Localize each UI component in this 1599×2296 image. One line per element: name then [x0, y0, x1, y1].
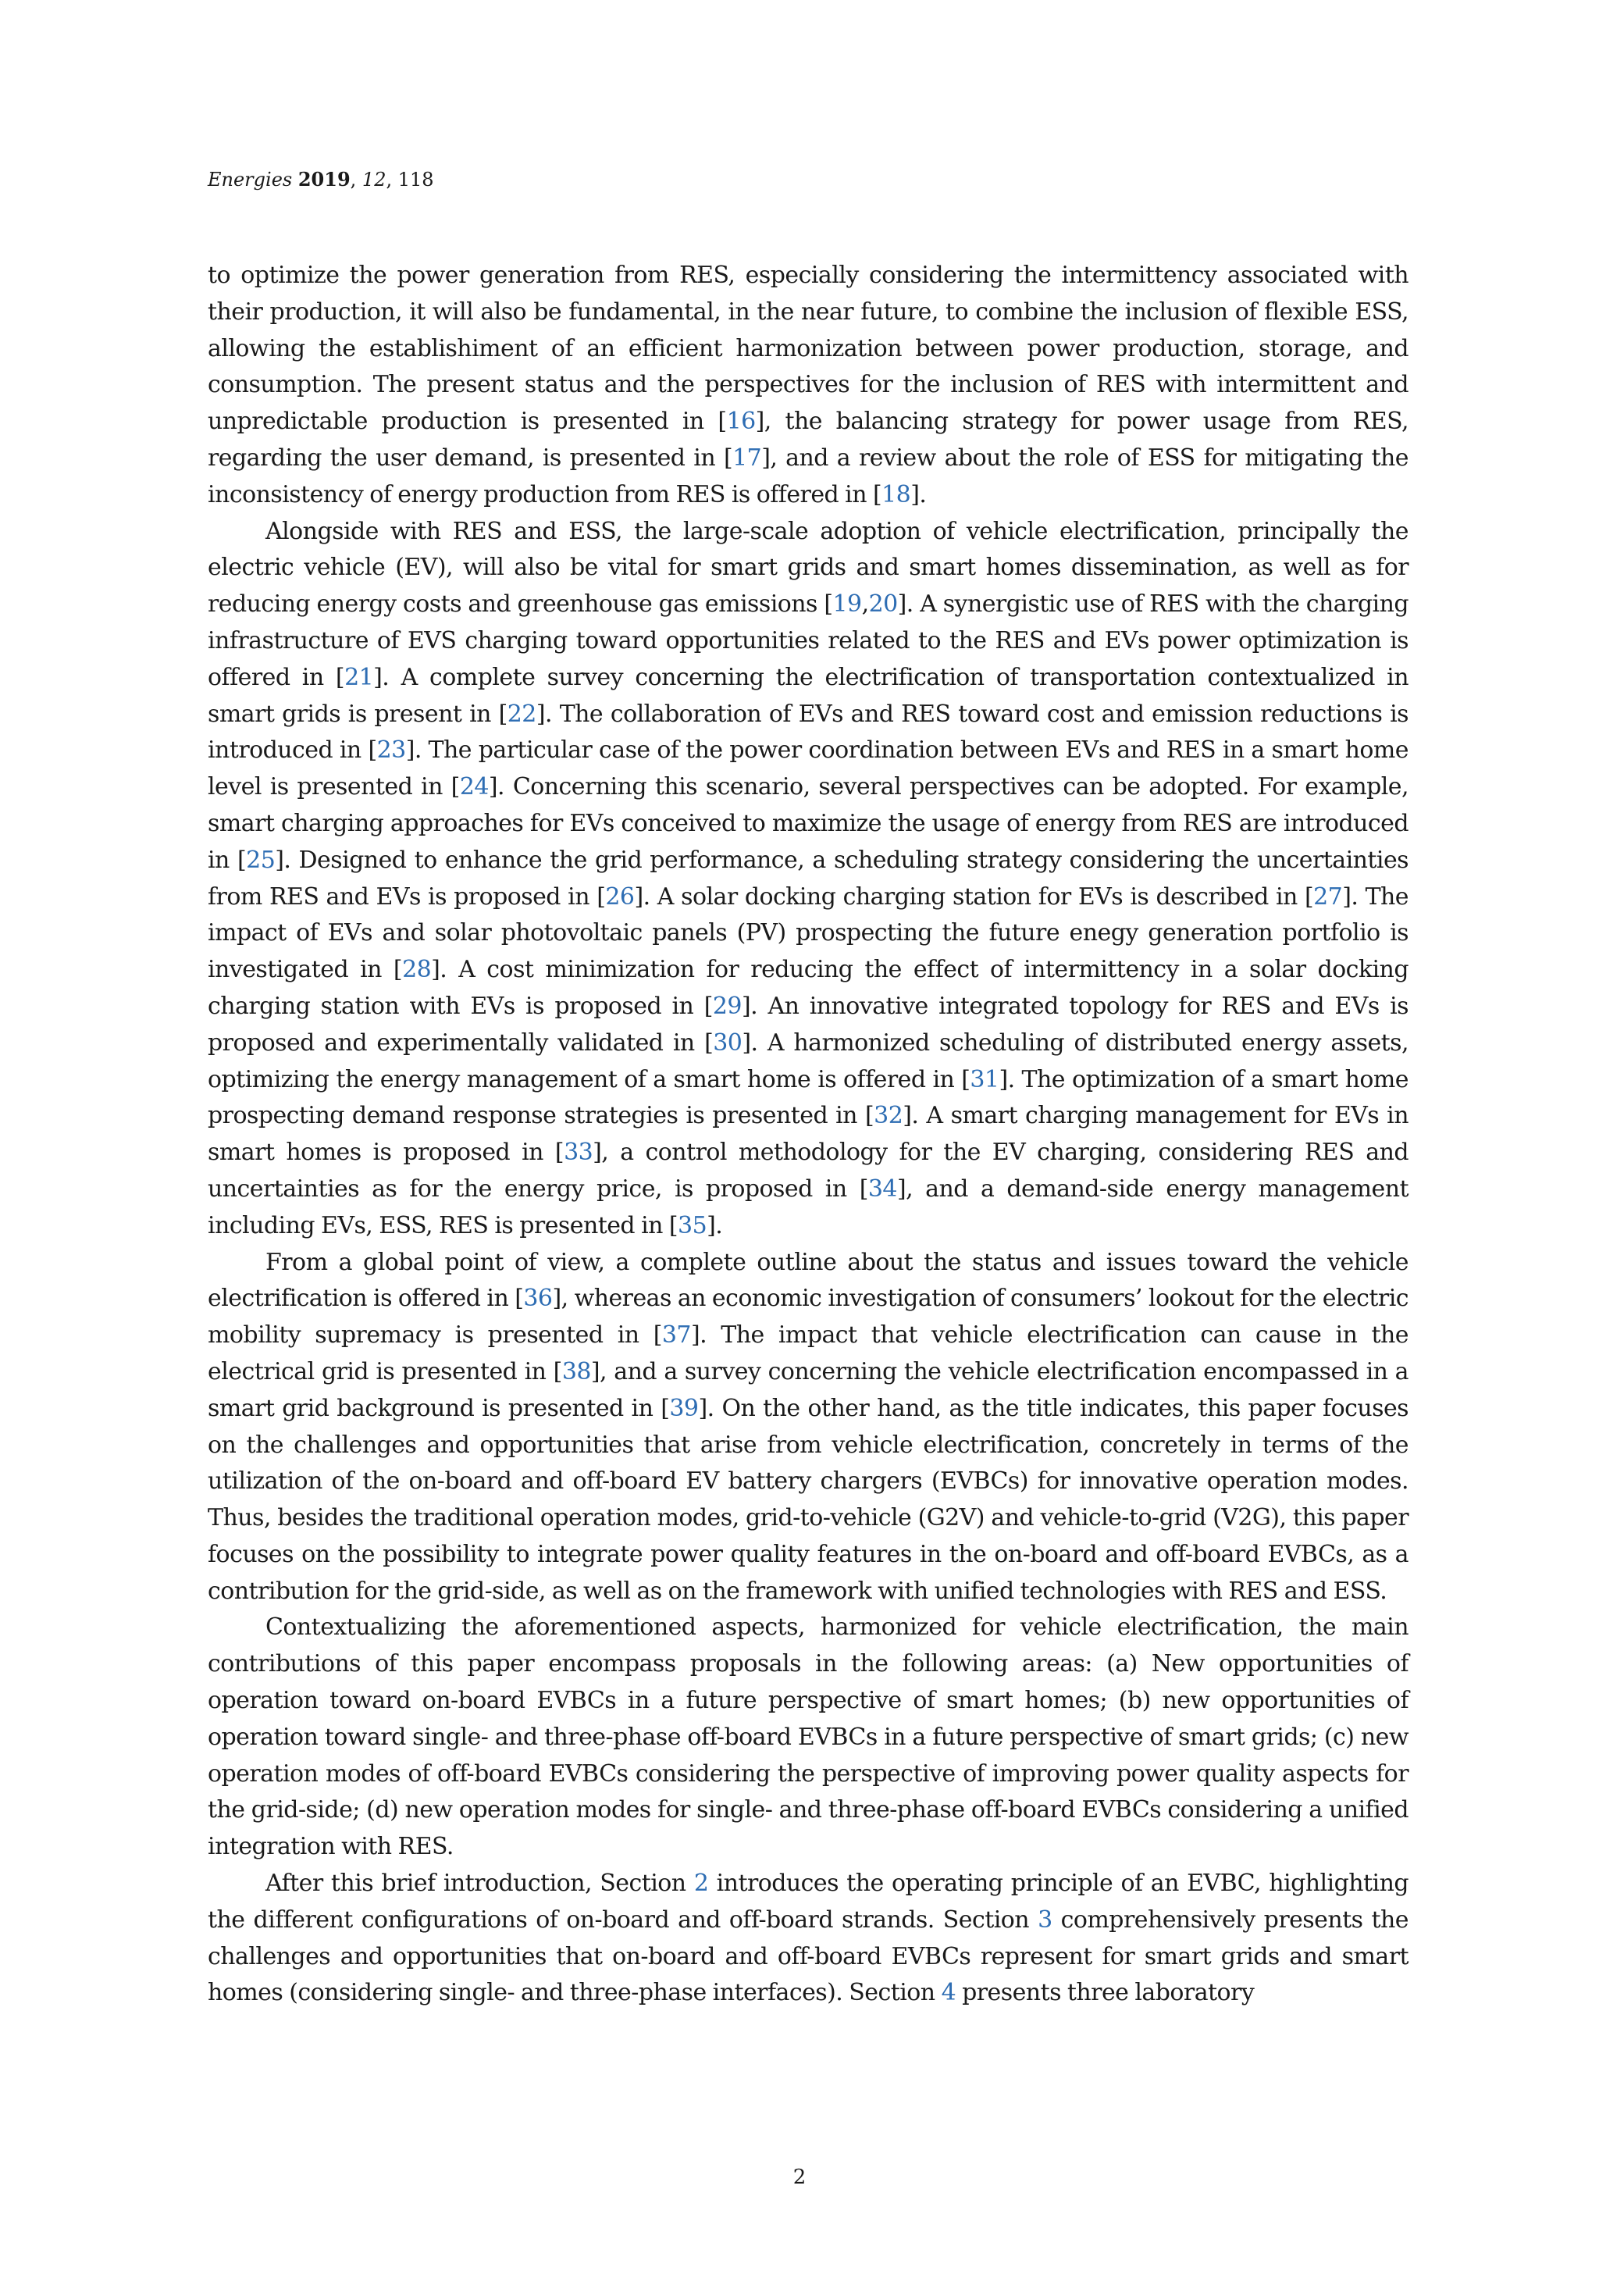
citation-link[interactable]: 20	[868, 590, 898, 619]
citation-link[interactable]: 35	[678, 1211, 707, 1239]
article-number: 118	[397, 169, 434, 191]
citation-link[interactable]: 34	[867, 1175, 897, 1203]
citation-link[interactable]: 25	[246, 846, 276, 874]
citation-link[interactable]: 30	[713, 1029, 743, 1057]
citation-link[interactable]: 23	[376, 736, 406, 765]
journal-volume: 12	[361, 169, 386, 191]
body-text	[208, 258, 1408, 2012]
text-segment: ]. The collaboration of EVs and RES toward cost and emission reductions is introduced in [	[208, 700, 1408, 765]
text-segment: ]. On the other hand, as the title indicates, this paper focuses on the challenges and opportunities that arise from vehicle electrification, concretely in terms of the utilization of the on-board and off-board EV battery chargers (EVBCs) for innovative operation modes. Thus, besides the traditional operation modes, grid-to-vehicle (G2V) and vehicle-to-grid (V2G), this paper focuses on the possibility to integrate power quality features in the on-board and off-board EVBCs, as a contribution for the grid-side, as well as on the framework with unified technologies with RES and ESS.	[208, 1394, 1408, 1605]
text-segment: ].	[910, 480, 927, 508]
citation-link[interactable]: 16	[726, 408, 756, 436]
text-segment: ]. A cost minimization for reducing the effect of intermittency in a solar docking charging station with EVs is proposed in [	[208, 956, 1408, 1020]
citation-link[interactable]: 31	[970, 1065, 999, 1093]
text-segment: From a global point of view, a complete outline about the status and issues toward the vehicle electrification is offered in [	[208, 1248, 1408, 1313]
citation-link[interactable]: 33	[564, 1139, 593, 1167]
citation-link[interactable]: 27	[1313, 882, 1343, 911]
citation-link[interactable]: 17	[732, 444, 762, 472]
running-header: Energies 2019, 12, 118	[208, 168, 434, 191]
text-segment: ], the balancing strategy for power usage from RES, regarding the user demand, is presented in [	[208, 408, 1408, 472]
citation-link[interactable]: 22	[507, 700, 536, 728]
journal-year: 2019	[297, 168, 351, 191]
text-segment: ], a control methodology for the EV charging, considering RES and uncertainties as for the energy price, is proposed in [	[208, 1139, 1408, 1203]
paragraph	[208, 514, 1408, 1245]
text-segment: ]. A smart charging management for EVs in smart homes is proposed in [	[208, 1102, 1408, 1167]
citation-link[interactable]: 29	[712, 992, 742, 1020]
text-segment: ]. A harmonized scheduling of distributed energy assets, optimizing the energy management of a smart home is offered in [	[208, 1029, 1408, 1093]
citation-link[interactable]: 21	[344, 663, 374, 691]
text-segment: ]. A complete survey concerning the electrification of transportation contextualized in smart grids is present in [	[208, 663, 1408, 728]
text-segment: ]. An innovative integrated topology for RES and EVs is proposed and experimentally validated in [	[208, 992, 1408, 1057]
text-segment: comprehensively presents the challenges and opportunities that on-board and off-board EVBCs represent for smart grids and smart homes (considering single- and three-phase interfaces). Section	[208, 1906, 1408, 2007]
citation-link[interactable]: 4	[941, 1979, 956, 2007]
paragraph	[208, 258, 1408, 514]
text-segment: introduces the operating principle of an EVBC, highlighting the different configurations of on-board and off-board strands. Section	[208, 1870, 1408, 1934]
citation-link[interactable]: 18	[881, 480, 911, 508]
text-segment: ,	[861, 590, 869, 619]
text-segment: ], whereas an economic investigation of consumers’ lookout for the electric mobility supremacy is presented in [	[208, 1285, 1409, 1349]
text-segment: ]. Designed to enhance the grid performance, a scheduling strategy considering the uncertainties from RES and EVs is proposed in [	[208, 846, 1408, 911]
text-segment: presents three laboratory	[956, 1979, 1255, 2007]
text-segment: ]. The impact that vehicle electrification can cause in the electrical grid is presented in [	[208, 1321, 1409, 1385]
paragraph	[208, 1866, 1408, 2012]
page-number: 2	[792, 2166, 807, 2189]
text-segment: Alongside with RES and ESS, the large-scale adoption of vehicle electrification, principally the electric vehicle (EV), will also be vital for smart grids and smart homes dissemination, as well as for reducing energy costs and greenhouse gas emissions [	[208, 517, 1408, 619]
paragraph	[208, 1610, 1408, 1866]
citation-link[interactable]: 36	[523, 1285, 553, 1313]
citation-link[interactable]: 19	[832, 590, 862, 619]
text-segment: After this brief introduction, Section	[265, 1870, 694, 1898]
journal-name: Energies	[208, 169, 293, 191]
citation-link[interactable]: 26	[605, 882, 635, 911]
text-segment: ]. Concerning this scenario, several perspectives can be adopted. For example, smart charging approaches for EVs conceived to maximize the usage of energy from RES are introduced in [	[208, 773, 1408, 874]
citation-link[interactable]: 39	[669, 1394, 699, 1422]
citation-link[interactable]: 32	[874, 1102, 903, 1130]
text-segment: ]. The optimization of a smart home prospecting demand response strategies is presented in [	[208, 1065, 1408, 1130]
text-segment: ], and a demand-side energy management including EVs, ESS, RES is presented in [	[208, 1175, 1408, 1239]
citation-link[interactable]: 3	[1038, 1906, 1052, 1934]
citation-link[interactable]: 24	[459, 773, 489, 801]
text-segment: to optimize the power generation from RES, especially considering the intermittency associated with their production, it will also be fundamental, in the near future, to combine the inclusion of flexible ESS, allowing the establishiment of an efficient harmonization between power production, storage, and consumption. The present status and the perspectives for the inclusion of RES with intermittent and unpredictable production is presented in [	[208, 262, 1408, 436]
citation-link[interactable]: 28	[402, 956, 432, 984]
text-segment: ].	[707, 1211, 723, 1239]
text-segment: ]. The impact of EVs and solar photovoltaic panels (PV) prospecting the future enegy generation portfolio is investigated in [	[208, 882, 1409, 984]
paragraph	[208, 1245, 1408, 1610]
text-segment: ]. A solar docking charging station for EVs is described in [	[634, 882, 1314, 911]
citation-link[interactable]: 38	[561, 1357, 591, 1385]
text-segment: ]. A synergistic use of RES with the charging infrastructure of EVS charging toward opportunities related to the RES and EVs power optimization is offered in [	[208, 590, 1408, 691]
text-segment: ], and a survey concerning the vehicle electrification encompassed in a smart grid background is presented in [	[208, 1357, 1408, 1422]
text-segment: ]. The particular case of the power coordination between EVs and RES in a smart home level is presented in [	[208, 736, 1408, 801]
text-segment: Contextualizing the aforementioned aspects, harmonized for vehicle electrification, the main contributions of this paper encompass proposals in the following areas: (a) New opportunities of operation toward on-board EVBCs in a future perspective of smart homes; (b) new opportunities of operation toward single- and three-phase off-board EVBCs in a future perspective of smart grids; (c) new operation modes of off-board EVBCs considering the perspective of improving power quality aspects for the grid-side; (d) new operation modes for single- and three-phase off-board EVBCs considering a unified integration with RES.	[208, 1613, 1408, 1861]
citation-link[interactable]: 37	[661, 1321, 691, 1349]
citation-link[interactable]: 2	[693, 1870, 709, 1898]
text-segment: ], and a review about the role of ESS for mitigating the inconsistency of energy production from RES is offered in [	[208, 444, 1408, 508]
